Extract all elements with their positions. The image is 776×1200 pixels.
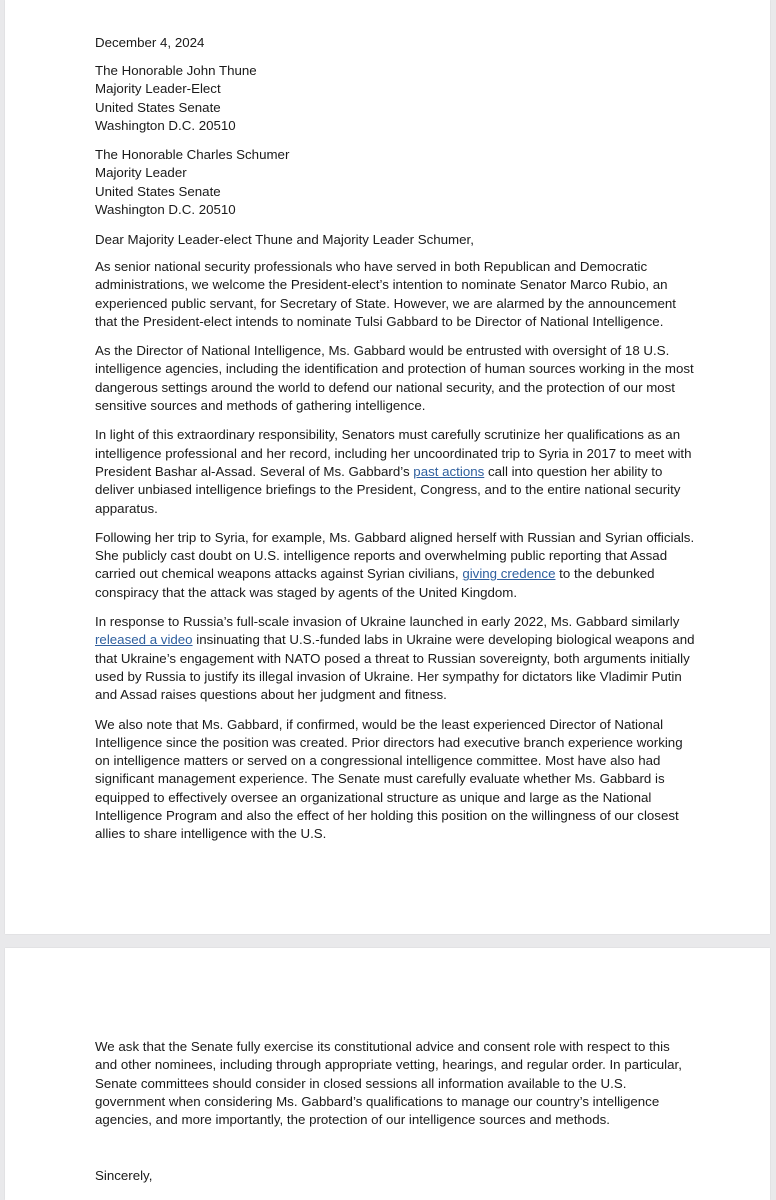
giving-credence-link[interactable]: giving credence: [462, 566, 556, 582]
paragraph-7: We ask that the Senate fully exercise its constitutional advice and consent role with respect to this and other nominees, including through appropriate vetting, hearings, and regular order. In particular, Senate committees should consider in closed sessions all information available to the U.S. government when considering Ms. Gabbard’s qualifications to manage our country’s intelligence agencies, and more importantly, the protection of our intelligence sources and methods.: [95, 1039, 682, 1128]
past-actions-link[interactable]: past actions: [413, 463, 485, 479]
recipient-city: Washington D.C. 20510: [95, 117, 236, 133]
letter-body: [95, 258, 695, 855]
paragraph-4: Following her trip to Syria, for example, Ms. Gabbard aligned herself with Russian and Syrian officials. She publicly cast doubt on U.S. intelligence reports and overwhelming public reporting that Assad carried out chemical weapons attacks against Syrian civilians, giving credence to the debunked conspiracy that the attack was staged by agents of the United Kingdom.: [95, 529, 695, 600]
paragraph-3: In light of this extraordinary responsibility, Senators must carefully scrutinize her qualifications as an intelligence professional and her record, including her uncoordinated trip to Syria in 2017 to meet with President Bashar al-Assad. Several of Ms. Gabbard’s past actions call into question her ability to deliver unbiased intelligence briefings to the President, Congress, and to the entire national security apparatus.: [95, 427, 692, 516]
recipient-name: The Honorable John Thune: [95, 63, 257, 78]
signoff: Sincerely,: [95, 1168, 153, 1183]
recipient-address-schumer: [95, 146, 695, 219]
letter-date: December 4, 2024: [95, 35, 205, 50]
released-a-video-link[interactable]: released a video: [95, 632, 193, 648]
paragraph-6: We also note that Ms. Gabbard, if confirmed, would be the least experienced Director of National Intelligence since the position was created. Prior directors had executive branch experience working on intelligence matters or served on a congressional intelligence committee. Most have also had significant management experience. The Senate must carefully evaluate whether Ms. Gabbard is equipped to effectively oversee an organizational structure as unique and large as the National Intelligence Program and also the effect of her holding this position on the willingness of our closest allies to share intelligence with the U.S.: [95, 716, 683, 842]
paragraph-1: As senior national security professionals who have served in both Republican and Democratic administrations, we welcome the President-elect’s intention to nominate Senator Marco Rubio, an experienced public servant, for Secretary of State. However, we are alarmed by the announcement that the President-elect intends to nominate Tulsi Gabbard to be Director of National Intelligence.: [95, 259, 676, 329]
recipient-org: United States Senate: [95, 99, 221, 115]
recipient-address-thune: [95, 62, 695, 135]
document-page-2: [5, 948, 770, 1200]
recipient-city: Washington D.C. 20510: [95, 201, 236, 217]
recipient-title: Majority Leader: [95, 165, 187, 181]
paragraph-5: In response to Russia’s full-scale invasion of Ukraine launched in early 2022, Ms. Gabbard similarly released a video insinuating that U.S.-funded labs in Ukraine were developing biological weapons and that Ukraine’s engagement with NATO posed a threat to Russian sovereignty, both arguments initially used by Russia to justify its illegal invasion of Ukraine. Her sympathy for dictators like Vladimir Putin and Assad raises questions about her judgment and fitness.: [95, 614, 695, 703]
recipient-name: The Honorable Charles Schumer: [95, 147, 290, 162]
document-page-1: [5, 0, 770, 934]
recipient-title: Majority Leader-Elect: [95, 81, 221, 97]
paragraph-2: As the Director of National Intelligence, Ms. Gabbard would be entrusted with oversight of 18 U.S. intelligence agencies, including the identification and protection of human sources working in the most dangerous settings around the world to defend our national security, and the protection of our most sensitive sources and methods of gathering intelligence.: [95, 343, 694, 414]
letter-body-continued: [95, 1038, 695, 1129]
recipient-org: United States Senate: [95, 183, 221, 199]
salutation: Dear Majority Leader-elect Thune and Majority Leader Schumer,: [95, 232, 474, 247]
